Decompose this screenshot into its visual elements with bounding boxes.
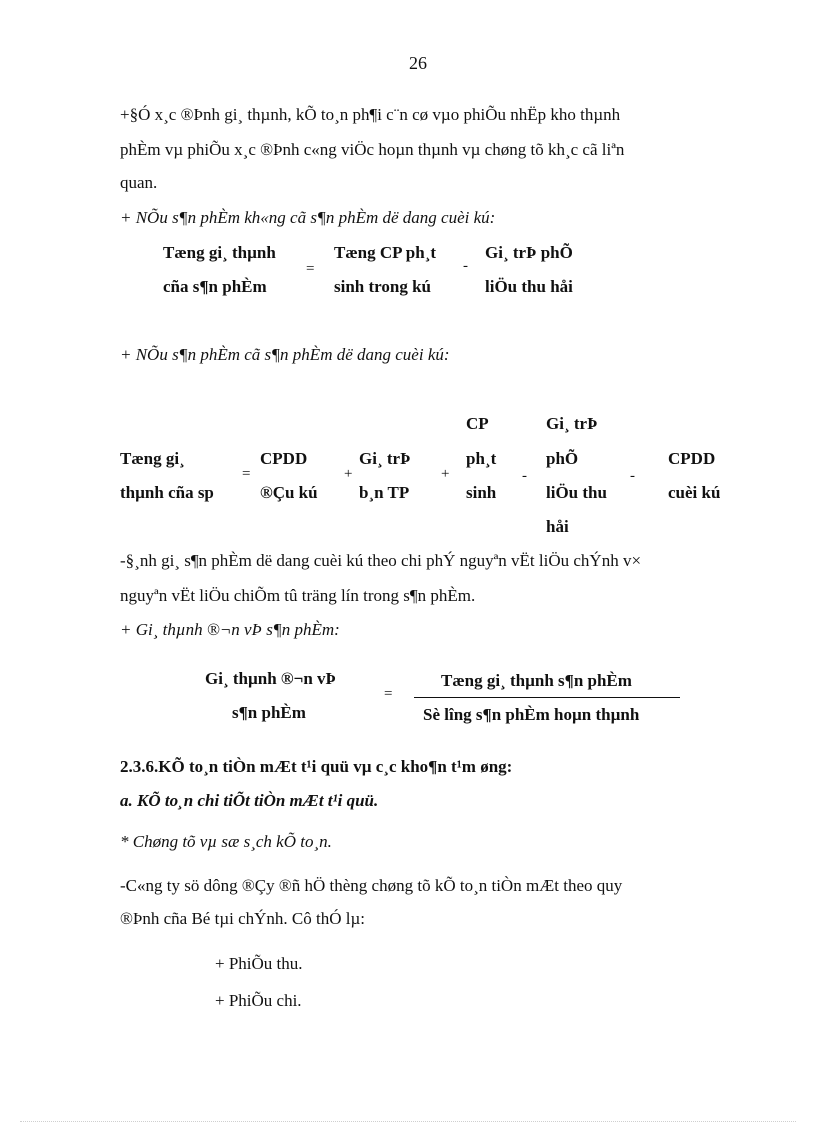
unit-cost-denominator: Sè lîng s¶n phÈm hoµn thµnh [423,705,640,724]
page-bottom-edge [20,1121,796,1122]
section-title: 2.3.6.KÕ to¸n tiÒn mÆt t¹i quü vµ c¸c kho¶n t¹m øng: [120,757,513,776]
list-item: + PhiÕu thu. [215,954,303,973]
fraction-bar [414,697,680,698]
case2-term4-line2: phÕ [546,449,579,468]
paragraph-line: nguyªn vËt liÖu chiÕm tû träng lín trong s¶n phÈm. [120,586,476,605]
case2-term2-line2: b¸n TP [359,483,410,502]
case2-minus: - [630,468,635,484]
unit-cost-lhs-line1: Gi¸ thµnh ®¬n vÞ [205,669,336,688]
case1-heading: + NÕu s¶n phÈm kh«ng cã s¶n phÈm dë dang cuèi kú: [120,208,496,227]
case2-term4-line3: liÖu thu [546,483,607,502]
case2-minus: - [522,468,527,484]
paragraph-line: phÈm vµ phiÕu x¸c ®Þnh c«ng viÖc hoµn thµnh vµ chøng tõ kh¸c cã liªn [120,140,625,159]
case1-equals: = [306,261,315,277]
case2-term4-line4: håi [546,517,569,536]
section-subtitle: a. KÕ to¸n chi tiÕt tiÒn mÆt t¹i quü. [120,791,379,810]
case2-lhs-line1: Tæng gi¸ [120,449,185,468]
case2-heading: + NÕu s¶n phÈm cã s¶n phÈm dë dang cuèi kú: [120,345,450,364]
unit-cost-equals: = [384,686,393,702]
paragraph-line: -§¸nh gi¸ s¶n phÈm dë dang cuèi kú theo chi phÝ nguyªn vËt liÖu chÝnh v× [120,551,642,570]
paragraph-line: -C«ng ty sö dông ®Çy ®ñ hÖ thèng chøng tõ kÕ to¸n tiÒn mÆt theo quy [120,876,623,895]
case1-minus: - [463,258,468,274]
case2-term1-line2: ®Çu kú [260,483,318,502]
case2-plus: + [344,466,353,482]
paragraph-line: quan. [120,173,158,192]
case2-term5-line1: CPDD [668,449,716,468]
case2-plus: + [441,466,450,482]
case2-term4-line1: Gi¸ trÞ [546,414,598,433]
case1-term2-line1: Gi¸ trÞ phÕ [485,243,573,262]
case2-term3-line2: ph¸t [466,449,497,468]
unit-cost-numerator: Tæng gi¸ thµnh s¶n phÈm [441,671,632,690]
list-item: + PhiÕu chi. [215,991,302,1010]
case2-lhs-line2: thµnh cña sp [120,483,214,502]
case2-term3-line3: sinh [466,483,497,502]
unit-cost-lhs-line2: s¶n phÈm [232,703,306,722]
case1-term1-line1: Tæng CP ph¸t [334,243,437,262]
case2-term1-line1: CPDD [260,449,308,468]
paragraph-line: ®Þnh cña Bé tµi chÝnh. Cô thÓ lµ: [120,909,365,928]
paragraph-line: +§Ó x¸c ®Þnh gi¸ thµnh, kÕ to¸n ph¶i c¨n cø vµo phiÕu nhËp kho thµnh [120,105,621,124]
section-note: * Chøng tõ vµ sæ s¸ch kÕ to¸n. [120,832,332,851]
case1-term2-line2: liÖu thu håi [485,277,573,296]
case1-lhs-line1: Tæng gi¸ thµnh [163,243,276,262]
case2-term3-line1: CP [466,414,489,433]
case1-term1-line2: sinh trong kú [334,277,432,296]
unit-cost-heading: + Gi¸ thµnh ®¬n vÞ s¶n phÈm: [120,620,340,639]
case1-lhs-line2: cña s¶n phÈm [163,277,267,296]
case2-term2-line1: Gi¸ trÞ [359,449,411,468]
case2-equals: = [242,466,251,482]
page-number: 26 [409,53,427,73]
case2-term5-line2: cuèi kú [668,483,721,502]
